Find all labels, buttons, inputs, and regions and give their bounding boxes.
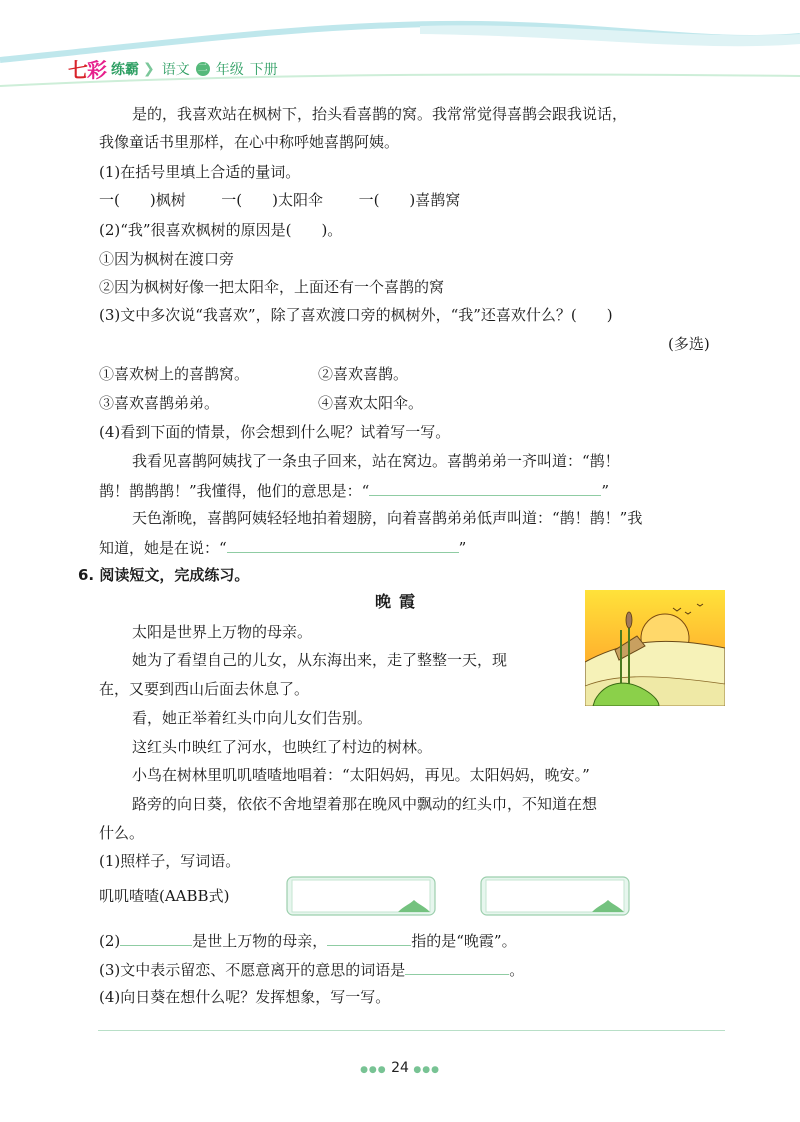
question-3-choice: ④喜欢太阳伞。 bbox=[318, 394, 424, 412]
series-name: 练霸 bbox=[111, 61, 139, 78]
question-4-text: 天色渐晚，喜鹊阿姨轻轻地拍着翅膀，向着喜鹊弟弟低声叫道：“鹊！鹊！”我 bbox=[132, 509, 643, 527]
exercise-4: (4)向日葵在想什么呢？发挥想象，写一写。 bbox=[99, 988, 391, 1006]
logo-char-2: 彩 bbox=[87, 58, 106, 82]
option-text: 一( bbox=[221, 191, 243, 209]
page-header bbox=[0, 0, 800, 100]
question-3: (3)文中多次说“我喜欢”，除了喜欢渡口旁的枫树外，“我”还喜欢什么？( ) bbox=[99, 306, 613, 324]
text-span: 指的是“晚霞”。 bbox=[411, 932, 517, 950]
answer-blank[interactable] bbox=[327, 929, 411, 946]
text-span: 鹊！鹊鹊鹊！”我懂得，他们的意思是：“ bbox=[99, 482, 370, 500]
header-wave-decoration bbox=[0, 0, 800, 100]
sunset-illustration bbox=[585, 590, 725, 706]
text-span: 知道，她是在说：“ bbox=[99, 539, 227, 557]
question-1: (1)在括号里填上合适的量词。 bbox=[99, 163, 301, 181]
question-2-choice: ②因为枫树好像一把太阳伞，上面还有一个喜鹊的窝 bbox=[99, 278, 445, 296]
article-line: 这红头巾映红了河水，也映红了村边的树林。 bbox=[132, 738, 433, 756]
answer-blank[interactable] bbox=[227, 536, 459, 553]
option-text: 一( bbox=[99, 191, 120, 209]
question-2: (2)“我”很喜欢枫树的原因是( )。 bbox=[99, 221, 343, 239]
article-title: 晚霞 bbox=[375, 592, 424, 611]
passage-line: 我像童话书里那样，在心中称呼她喜鹊阿姨。 bbox=[99, 133, 400, 151]
question-4-text bbox=[99, 536, 466, 558]
word-answer-box[interactable] bbox=[480, 876, 630, 916]
text-span: (2) bbox=[99, 932, 121, 950]
text-span: (3)文中表示留恋、不愿意离开的意思的词语是 bbox=[99, 961, 406, 979]
section-heading: 6. 阅读短文，完成练习。 bbox=[78, 566, 250, 584]
passage-line: 是的，我喜欢站在枫树下，抬头看喜鹊的窝。我常常觉得喜鹊会跟我说话， bbox=[132, 105, 628, 123]
question-3-choice: ②喜欢喜鹊。 bbox=[318, 365, 409, 383]
text-span: 。 bbox=[509, 961, 525, 979]
text-span: ” bbox=[458, 539, 467, 557]
page-footer bbox=[350, 1060, 450, 1076]
series-logo bbox=[68, 54, 106, 83]
option-text: )喜鹊窝 bbox=[409, 191, 461, 209]
exercise-2 bbox=[99, 929, 517, 951]
article-line: 小鸟在树林里叽叽喳喳地唱着：“太阳妈妈，再见。太阳妈妈，晚安。” bbox=[132, 766, 590, 784]
grade-label: 年级 bbox=[215, 61, 244, 78]
text-span: 是世上万物的母亲， bbox=[192, 932, 328, 950]
question-2-choice: ①因为枫树在渡口旁 bbox=[99, 250, 235, 268]
chevron-right-icon: ❯ bbox=[143, 60, 155, 77]
text-span: ” bbox=[601, 482, 610, 500]
article-line: 看，她正举着红头巾向儿女们告别。 bbox=[132, 709, 373, 727]
question-3-choice: ③喜欢喜鹊弟弟。 bbox=[99, 394, 220, 412]
grade-number-badge: 二 bbox=[197, 62, 208, 74]
article-line: 在，又要到西山后面去休息了。 bbox=[99, 680, 310, 698]
answer-line[interactable] bbox=[98, 1030, 725, 1031]
article-line: 什么。 bbox=[99, 824, 145, 842]
article-line: 她为了看望自己的儿女，从东海出来，走了整整一天，现 bbox=[132, 651, 508, 669]
answer-blank[interactable] bbox=[369, 479, 601, 496]
question-4-text bbox=[99, 479, 609, 501]
logo-char-1: 七 bbox=[68, 58, 87, 82]
article-line: 路旁的向日葵，依依不舍地望着那在晚风中飘动的红头巾，不知道在想 bbox=[132, 795, 598, 813]
option-text: )太阳伞 bbox=[272, 191, 323, 209]
question-4-text: 我看见喜鹊阿姨找了一条虫子回来，站在窝边。喜鹊弟弟一齐叫道：“鹊！ bbox=[132, 452, 620, 470]
answer-blank[interactable] bbox=[120, 929, 192, 946]
dots-decoration-icon: ●●● bbox=[360, 1065, 387, 1075]
exercise-1-example: 叽叽喳喳(AABB式) bbox=[99, 887, 230, 905]
exercise-3 bbox=[99, 958, 524, 980]
option-text: )枫树 bbox=[149, 191, 186, 209]
dots-decoration-icon: ●●● bbox=[413, 1065, 440, 1075]
question-4: (4)看到下面的情景，你会想到什么呢？试着写一写。 bbox=[99, 423, 451, 441]
series-brand bbox=[68, 54, 278, 83]
exercise-1: (1)照样子，写词语。 bbox=[99, 852, 241, 870]
answer-blank[interactable] bbox=[405, 958, 509, 975]
question-3-choice: ①喜欢树上的喜鹊窝。 bbox=[99, 365, 250, 383]
page-number: 24 bbox=[391, 1060, 409, 1076]
option-text: 一( bbox=[358, 191, 380, 209]
term-label: 下册 bbox=[249, 61, 278, 78]
subject-label: 语文 bbox=[161, 61, 190, 78]
article-line: 太阳是世界上万物的母亲。 bbox=[132, 623, 313, 641]
question-1-options bbox=[99, 190, 460, 210]
question-3-note: (多选) bbox=[668, 335, 710, 353]
word-answer-box[interactable] bbox=[286, 876, 436, 916]
